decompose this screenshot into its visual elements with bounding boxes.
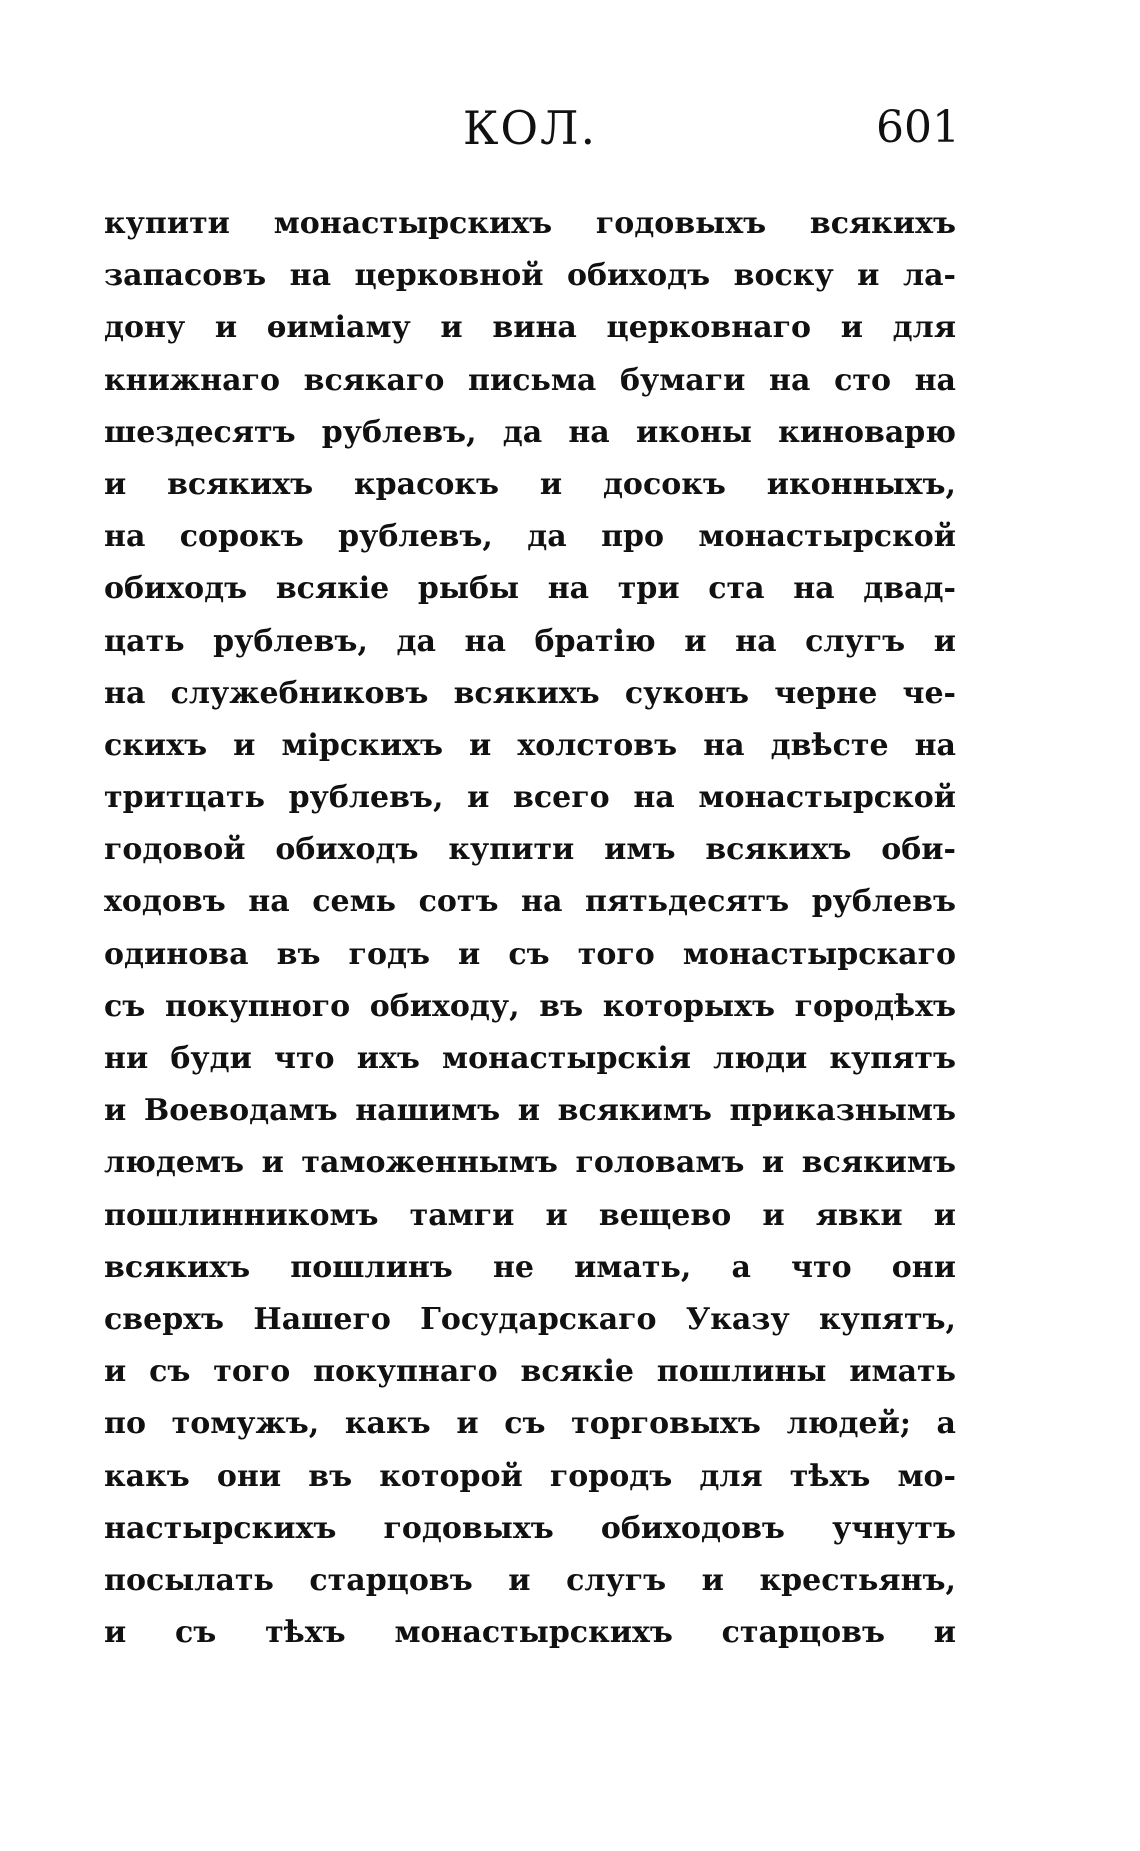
text-line: купити монастырскихъ годовыхъ всякихъ bbox=[104, 206, 956, 241]
text-line: по томужъ, какъ и съ торговыхъ людей; а bbox=[104, 1406, 956, 1442]
text-line: всякихъ пошлинъ не имать, а что они bbox=[104, 1249, 956, 1285]
text-line: годовой обиходъ купити имъ всякихъ оби- bbox=[104, 832, 956, 868]
text-line: и съ того покупнаго всякіе пошлины имать bbox=[104, 1354, 956, 1390]
text-line: и Воеводамъ нашимъ и всякимъ приказнымъ bbox=[104, 1093, 956, 1129]
text-line: скихъ и мірскихъ и холстовъ на двѣсте на bbox=[104, 727, 956, 763]
text-line: на служебниковъ всякихъ суконъ черне че- bbox=[104, 675, 956, 711]
text-line: пошлинникомъ тамги и вещево и явки и bbox=[104, 1197, 956, 1233]
running-head: КОЛ. bbox=[462, 101, 598, 155]
text-line: обиходъ всякіе рыбы на три ста на двад- bbox=[104, 571, 956, 607]
text-line: и съ тѣхъ монастырскихъ старцовъ и bbox=[104, 1615, 956, 1651]
text-line: посылать старцовъ и слугъ и крестьянъ, bbox=[104, 1562, 956, 1598]
text-line: какъ они въ которой городъ для тѣхъ мо- bbox=[104, 1458, 956, 1494]
text-line: настырскихъ годовыхъ обиходовъ учнутъ bbox=[104, 1510, 956, 1546]
text-line: шездесятъ рублевъ, да на иконы киноварю bbox=[104, 414, 956, 450]
text-line: на сорокъ рублевъ, да про монастырской bbox=[104, 519, 956, 555]
text-line: одинова въ годъ и съ того монастырскаго bbox=[104, 936, 956, 972]
text-line: ходовъ на семь сотъ на пятьдесятъ рублевъ bbox=[104, 884, 956, 920]
text-line: запасовъ на церковной обиходъ воску и ла- bbox=[104, 258, 956, 294]
page-header bbox=[100, 98, 960, 168]
text-line: людемъ и таможеннымъ головамъ и всякимъ bbox=[104, 1145, 956, 1181]
page-number: 601 bbox=[876, 102, 960, 153]
text-line: съ покупного обиходу, въ которыхъ городѣхъ bbox=[104, 988, 956, 1024]
text-line: книжнаго всякаго письма бумаги на сто на bbox=[104, 362, 956, 398]
text-line: цать рублевъ, да на братію и на слугъ и bbox=[104, 623, 956, 659]
text-line: дону и ѳиміаму и вина церковнаго и для bbox=[104, 310, 956, 346]
body-text bbox=[104, 198, 956, 1659]
text-line: сверхъ Нашего Государскаго Указу купятъ, bbox=[104, 1301, 956, 1337]
text-line: и всякихъ красокъ и досокъ иконныхъ, bbox=[104, 466, 956, 502]
text-line: тритцать рублевъ, и всего на монастырской bbox=[104, 780, 956, 816]
text-line: ни буди что ихъ монастырскія люди купятъ bbox=[104, 1041, 956, 1076]
